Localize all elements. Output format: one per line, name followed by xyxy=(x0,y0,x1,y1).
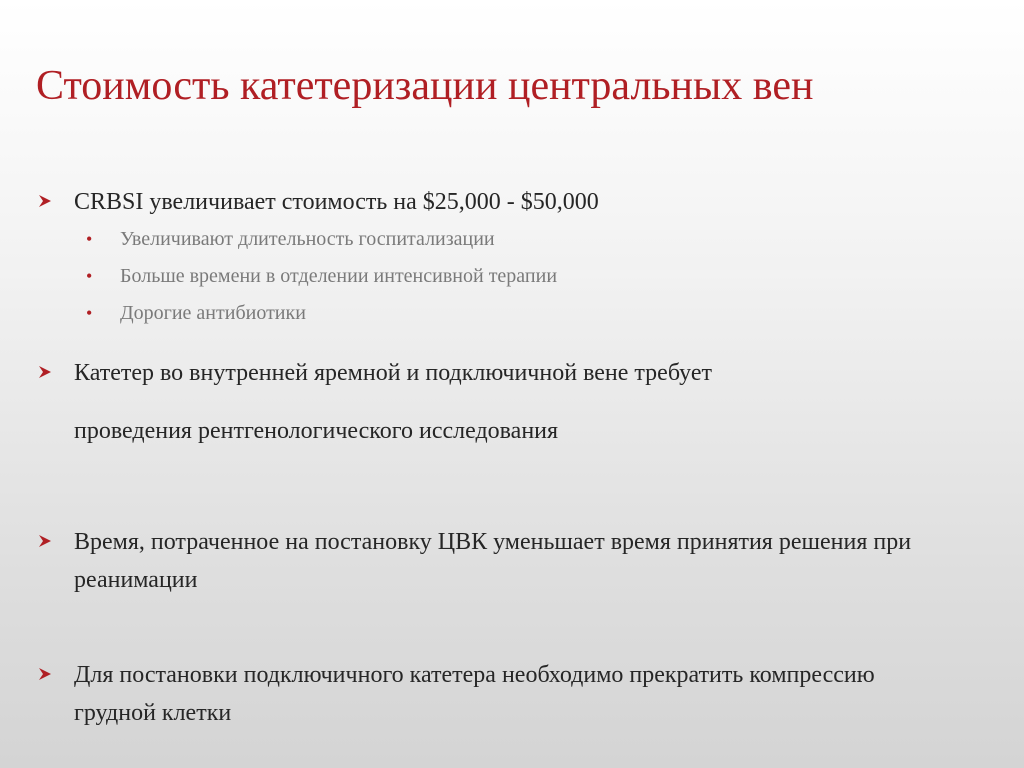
bullet-item-xray xyxy=(36,344,996,460)
sub-bullet-text: Дорогие антибиотики xyxy=(120,302,306,324)
bullet-text: CRBSI увеличивает стоимость на $25,000 - $50,000 xyxy=(74,189,599,215)
arrow-bullet-icon xyxy=(38,534,52,548)
bullet-text-line-1: Катетер во внутренней яремной и подключичной вене требует xyxy=(74,360,712,386)
arrow-bullet-icon xyxy=(38,194,52,208)
sub-bullet-text: Увеличивают длительность госпитализации xyxy=(120,228,495,250)
dot-bullet-icon: • xyxy=(86,303,93,323)
bullet-item-compression xyxy=(36,656,996,732)
bullet-item-cost xyxy=(36,183,996,221)
dot-bullet-icon: • xyxy=(86,266,93,286)
sub-bullet-item xyxy=(36,221,996,258)
dot-bullet-icon: • xyxy=(86,229,93,249)
arrow-bullet-icon xyxy=(38,365,52,379)
bullet-text: Время, потраченное на постановку ЦВК уменьшает время принятия решения при реанимации xyxy=(74,529,912,593)
sub-bullet-item xyxy=(36,258,996,295)
sub-bullet-item xyxy=(36,295,996,332)
bullet-list xyxy=(36,183,996,732)
arrow-bullet-icon xyxy=(38,667,52,681)
bullet-item-time xyxy=(36,523,996,599)
sub-bullet-text: Больше времени в отделении интенсивной терапии xyxy=(120,265,558,287)
slide-title: Стоимость катетеризации центральных вен xyxy=(36,63,814,109)
bullet-text-line-2: проведения рентгенологического исследования xyxy=(74,418,559,444)
bullet-text: Для постановки подключичного катетера необходимо прекратить компрессию грудной клетки xyxy=(74,662,875,726)
